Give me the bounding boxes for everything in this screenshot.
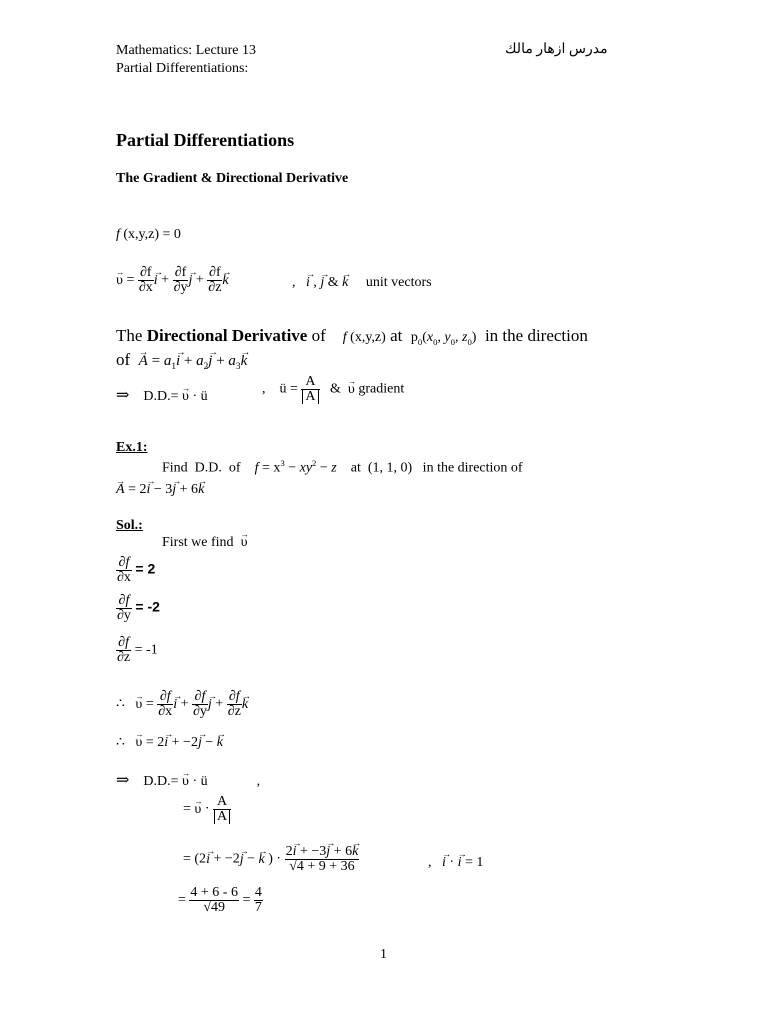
solution-first-text: First we find [162, 535, 234, 550]
dd-formula: ⇒ D.D.= → υ · ü [116, 385, 208, 405]
page-number: 1 [380, 947, 387, 962]
partial-dfdz: $\frac{\partial f}{\partial z}$ = -1 [117, 635, 158, 665]
header-course: Mathematics: Lecture 13 [116, 43, 256, 58]
dd-the: The [116, 326, 143, 345]
dd-lhs: D.D.= [143, 389, 179, 404]
result-denominator: 7 [254, 900, 262, 915]
ii-value: = 1 [464, 855, 484, 870]
dd-computation-step2: = (2→ i + −2→ j − → k ) · $\frac{2\to i + -3\to j + 6\to k}{√4 + 9 + 36}$ [183, 845, 359, 874]
page-title: Partial Differentiations [116, 130, 295, 150]
dd-bold-term: Directional Derivative [146, 326, 308, 345]
dd-computation-start: ⇒ D.D.= → υ · ü , [116, 770, 260, 790]
dd-of: of [311, 326, 326, 345]
dd-of2: of [116, 350, 131, 369]
therefore-gradient-general: ∴ → υ = $\frac{\partial f}{\partial x}$ → i + $\frac{\partial f}{\partial y}$ → j + $\frac{\partial f}{\partial z}$ → k [116, 690, 248, 719]
example-label: Ex.1: [116, 440, 148, 455]
dd-computation-step1: = → υ · $\frac{A}{A}$ [183, 795, 231, 824]
dfdy-value: = -2 [135, 598, 160, 615]
section-subtitle: The Gradient & Directional Derivative [116, 171, 349, 186]
therefore-gradient-value: ∴ → υ = 2→ i + −2→ j − → k [116, 734, 223, 751]
dd-computation-result: = $\frac{4 + 6 - 6}{√49}$ = $\frac{4}{7}$ [178, 885, 262, 915]
dd-at: at [390, 326, 403, 345]
unit-vector-definition: , ü = $\frac{A}{A}$ & → υ gradient [262, 375, 404, 404]
unit-vectors-note: , → i , → j & → k unit vectors [292, 275, 432, 291]
partial-dfdy: $\frac{\partial f}{\partial y}$ = -2 [117, 593, 160, 623]
dfdx-value: = 2 [135, 560, 156, 577]
dd-direction: in the direction [484, 326, 588, 345]
unit-vectors-label: unit vectors [365, 275, 432, 290]
header-teacher: مدرس ازهار مالك [505, 42, 608, 57]
header-topic: Partial Differentiations: [116, 61, 249, 76]
dd-statement: The Directional Derivative of f (x,y,z) at $p_0(x_0$, $y_0$, $z_0$) in the direction [116, 326, 588, 347]
dfdz-value: = -1 [134, 642, 158, 658]
partial-dfdx: $\frac{\partial f}{\partial x}$ = 2 [117, 555, 156, 585]
solution-label: Sol.: [116, 518, 143, 533]
gradient-label: gradient [358, 381, 405, 397]
final-numerator: 4 + 6 - 6 [190, 885, 238, 900]
gradient-definition: → υ = $\frac{\partial f}{\partial x}$ → i + $\frac{\partial f}{\partial y}$ → j + $\frac{\partial f}{\partial z}$ → k [116, 266, 229, 295]
final-denominator: √49 [189, 900, 239, 915]
equation-f-zero: f (x,y,z) = 0 [116, 227, 181, 242]
dd-vector-a: of → $A = a_1\to i + a_2\to j + a_3\to k$ [116, 350, 247, 372]
result-numerator: 4 [254, 885, 262, 900]
solution-first-line: First we find → υ [162, 535, 248, 551]
dot-product-note: , → i · → i = 1 [428, 855, 483, 871]
example-vector-a: → A = 2→ i − 3→ j + 6→ k [116, 482, 204, 498]
example-problem: Find D.D. of $f = x^3 - xy^2 - z$ at (1, 1, 0) in the direction of [162, 458, 523, 476]
